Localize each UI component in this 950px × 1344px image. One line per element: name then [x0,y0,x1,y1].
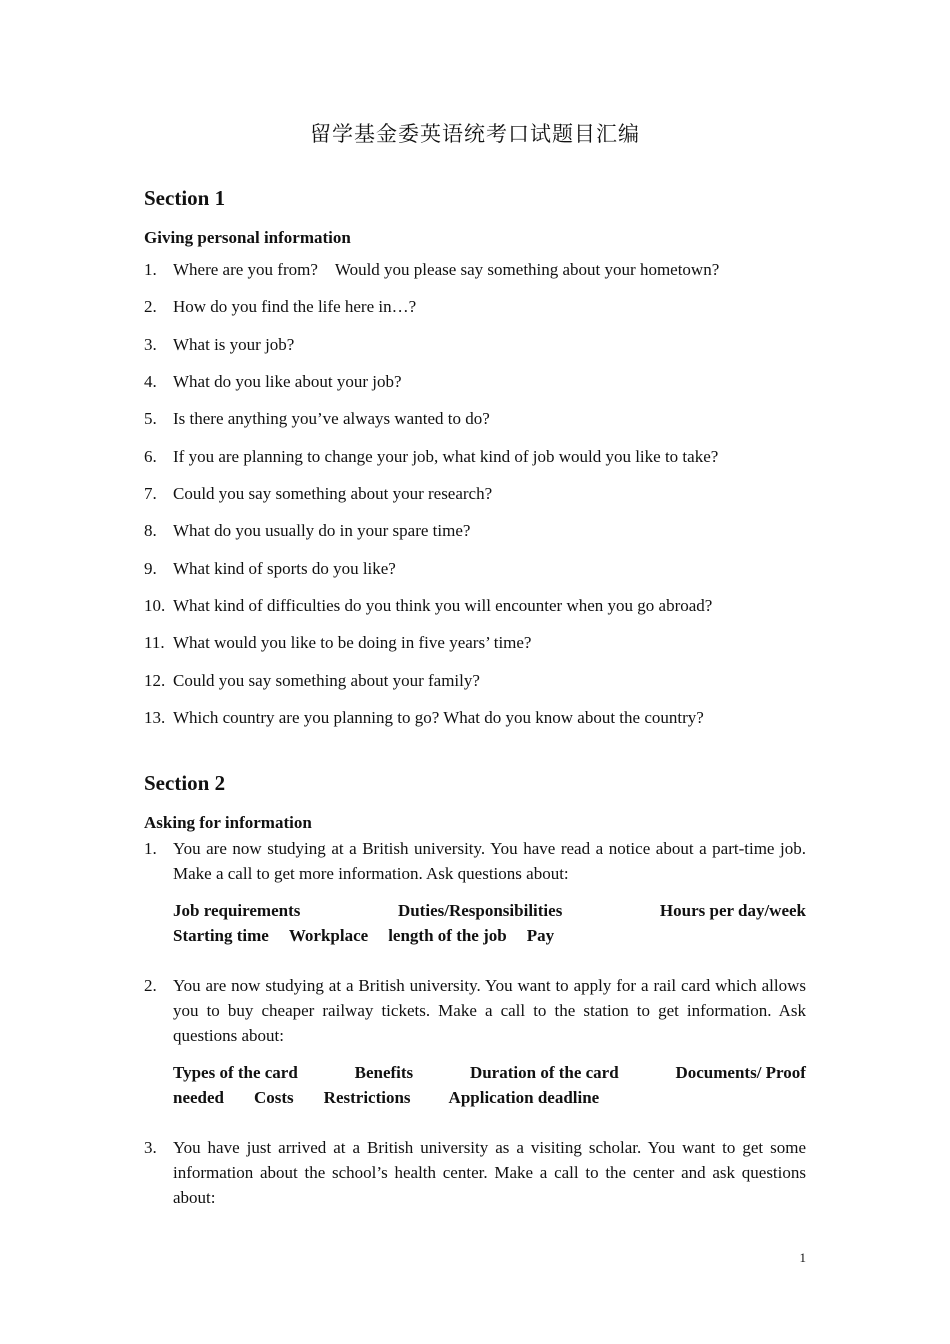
task-item [144,836,806,948]
list-item [144,630,806,667]
item-number: 2. [144,297,157,317]
item-text: What kind of difficulties do you think you will encounter when you go abroad? [173,596,713,616]
page-number: 1 [799,1250,806,1265]
list-item [144,294,806,331]
section-1-question-list [144,257,806,742]
item-number: 5. [144,409,157,429]
list-item [144,332,806,369]
keyword: needed [173,1088,224,1107]
task-text: You are now studying at a British university. You want to apply for a rail card which allows you to buy cheaper railway tickets. Make a call to the station to get information. Ask questions about: [173,976,806,1045]
list-item [144,518,806,555]
item-text: Could you say something about your research? [173,484,493,504]
item-text: Is there anything you’ve always wanted to do? [173,409,490,429]
list-item [144,406,806,443]
keyword-row [173,923,806,948]
section-2-subheading: Asking for information [144,813,312,832]
item-text: What is your job? [173,334,295,354]
keyword: Pay [526,926,555,945]
item-text: What kind of sports do you like? [173,558,396,578]
keyword-row [173,1085,806,1110]
item-number: 1. [144,260,157,279]
keyword: Application deadline [448,1088,600,1107]
item-text: Could you say something about your family? [173,670,480,690]
task-keywords [173,1060,806,1110]
keyword: Job requirements [173,901,301,920]
keyword-row [173,1060,806,1085]
item-text: What would you like to be doing in five years’ time? [173,633,532,653]
task-keywords [173,898,806,948]
keyword: Benefits [354,1063,414,1082]
task-item [144,1135,806,1210]
item-number: 3. [144,334,157,354]
list-item [144,444,806,481]
keyword-row [173,898,806,923]
item-text: What do you usually do in your spare time? [173,521,471,541]
item-text: Which country are you planning to go? What do you know about the country? [173,708,704,728]
list-item [144,257,806,294]
list-item [144,705,806,742]
keyword: Costs [254,1088,294,1107]
item-text: What do you like about your job? [173,372,402,392]
item-text: How do you find the life here in…? [173,297,417,317]
keyword: Starting time [173,926,269,945]
task-number: 1. [144,839,157,858]
item-number: 13. [144,708,166,728]
task-text: You are now studying at a British university. You have read a notice about a part-time job. Make a call to get more information. Ask questions about: [173,839,806,883]
keyword: Documents/ Proof [675,1063,806,1082]
item-text: Where are you from? Would you please say something about your hometown? [173,260,720,279]
task-number: 3. [144,1138,157,1157]
task-item [144,973,806,1110]
section-1-heading: Section 1 [144,186,226,210]
keyword: Hours per day/week [659,901,806,920]
keyword: Types of the card [173,1063,298,1082]
task-text: You have just arrived at a British university as a visiting scholar. You want to get some information about the school’s health center. Make a call to the center and ask questions about: [173,1138,806,1207]
document-title: 留学基金委英语统考口试题目汇编 [310,122,640,146]
list-item [144,593,806,630]
task-number: 2. [144,976,157,995]
keyword: Duration of the card [469,1063,619,1082]
section-1-subheading: Giving personal information [144,228,351,247]
keyword: length of the job [388,926,507,945]
list-item [144,481,806,518]
item-number: 9. [144,558,157,578]
list-item [144,668,806,705]
section-2-heading: Section 2 [144,771,226,795]
item-number: 4. [144,372,157,392]
list-item [144,369,806,406]
item-number: 8. [144,521,157,541]
item-number: 6. [144,446,157,466]
item-text: If you are planning to change your job, what kind of job would you like to take? [173,446,719,466]
keyword: Workplace [288,926,369,945]
item-number: 10. [144,596,166,616]
keyword: Duties/Responsibilities [397,901,563,920]
keyword: Restrictions [323,1088,411,1107]
item-number: 11. [144,633,165,653]
item-number: 7. [144,484,157,504]
item-number: 12. [144,670,166,690]
list-item [144,556,806,593]
